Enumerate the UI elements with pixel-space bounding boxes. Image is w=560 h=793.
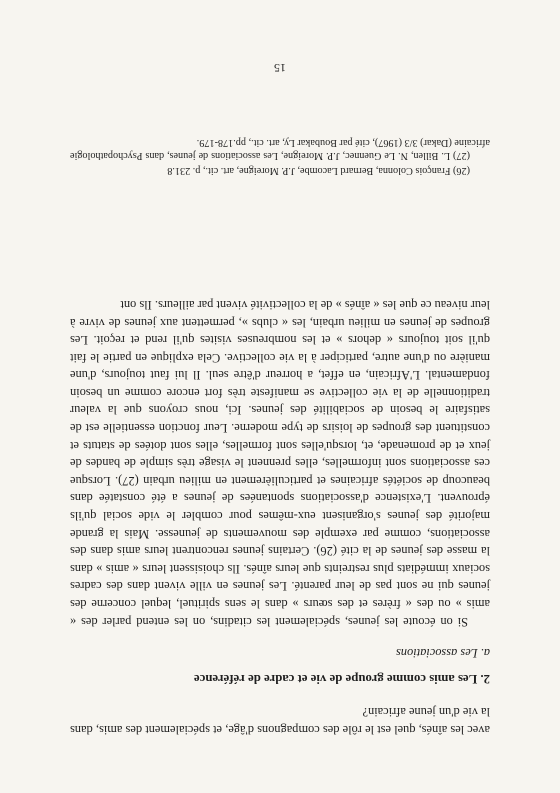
footnotes xyxy=(70,133,490,177)
subsection-heading: a. Les associations xyxy=(396,646,490,661)
section-heading: 2. Les amis comme groupe de vie et cadre de référence xyxy=(193,671,490,686)
body-paragraph: Si on écoute les jeunes, spécialement les citadins, on les entend parler des « amis » ou des « frères et des sœurs » dans le sens spirituel, lequel concerne des jeunes qui ne sont pas de leur parenté. Les jeunes en ville vivent dans des cadres sociaux immédiats plus restreints que leurs aînés. Ils choisissent leurs « amis » dans la masse des jeunes de la cité (26). Certains jeunes rencontrent leurs amis dans des associations, comme par exemple des mouvements de jeunesse. Mais la grande majorité des jeunes s'organisent eux-mêmes pour combler le vide social qu'ils éprouvent. L'existence d'associations spontanées de jeunes a été constatée dans beaucoup de sociétés africaines et particulièrement en milieu urbain (27). Lorsque ces associations sont informelles, elles prennent le visage très simple de bandes de jeux et de promenade, et, lorsqu'elles sont formelles, elles sont dotées de statuts et constituent des groupes de loisirs de type moderne. Leur fonction essentielle est de satisfaire le besoin de sociabilité des jeunes. Ici, nous croyons que la valeur traditionnelle de la vie collective se manifeste très fort encore comme un besoin fondamental. L'Africain, en effet, a horreur d'être seul. Il lui faut toujours, d'une manière ou d'une autre, participer à la vie collective. Cela explique en partie le fait qu'il soit toujours « dehors » et les nombreuses visites qu'il rend et reçoit. Les groupes de jeunes en milieu urbain, les « clubs », permettent aux jeunes de vivre à leur niveau ce que les « aînés » de la collectivité vivent par ailleurs. Ils ont xyxy=(70,297,490,629)
footnote-27: (27) L. Billen, N. Le Guennec, J.P. Moreigne, Les associations de jeunes, dans Psychopathologie africaine (Dakar) 3/3 (1967), cité par Boubakar Ly, art. cit., pp.178-179. xyxy=(70,136,490,161)
main-text-block xyxy=(70,295,490,738)
page-number: 15 xyxy=(274,61,286,75)
footnote-26: (26) François Colonna, Bernard Lacombe, J.P. Moreigne, art. cit., p. 231.8 xyxy=(167,165,470,176)
intro-paragraph: avec les aînés, quel est le rôle des compagnons d'âge, et spécialement des amis, dans la vie d'un jeune africain? xyxy=(70,705,490,737)
